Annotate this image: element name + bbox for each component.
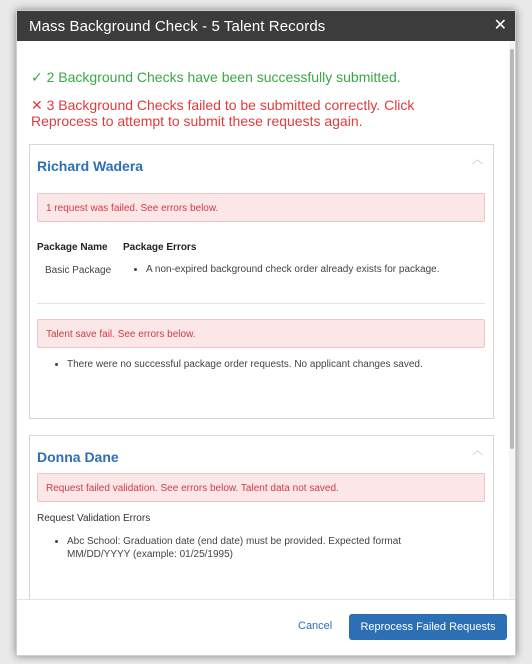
- chevron-up-icon[interactable]: ︿: [472, 445, 483, 457]
- record-name: Donna Dane: [37, 449, 119, 465]
- scrollbar-thumb[interactable]: [510, 49, 514, 449]
- reprocess-failed-requests-button[interactable]: Reprocess Failed Requests: [349, 614, 507, 640]
- package-error-item: • A non-expired background check order already exists for package.: [146, 263, 451, 276]
- package-name-header: Package Name: [37, 242, 108, 253]
- talent-error-item: • There were no successful package order requests. No applicant changes saved.: [67, 358, 485, 371]
- cancel-button[interactable]: Cancel: [294, 616, 336, 636]
- validation-error-item: • Abc School: Graduation date (end date) must be provided. Expected format MM/DD/YYYY (example: 01/25/1995): [67, 535, 447, 561]
- record-name: Richard Wadera: [37, 158, 144, 174]
- content-scrollbar[interactable]: [509, 41, 515, 599]
- dialog-footer: [17, 599, 515, 655]
- validation-errors-title: Request Validation Errors: [37, 513, 151, 524]
- success-message: ✓ 2 Background Checks have been successfully submitted.: [31, 69, 401, 85]
- package-name-cell: Basic Package: [45, 265, 112, 276]
- record-card-donna-dane: [29, 435, 494, 599]
- close-icon[interactable]: ✕: [493, 17, 507, 34]
- record-card-richard-wadera: [29, 144, 494, 419]
- package-errors-header: Package Errors: [123, 242, 197, 253]
- section-divider: [37, 303, 485, 304]
- package-row: [37, 263, 485, 278]
- dialog-titlebar: [17, 11, 515, 41]
- chevron-up-icon[interactable]: ︿: [472, 154, 483, 166]
- talent-save-fail-alert: Talent save fail. See errors below.: [37, 319, 485, 348]
- talent-errors-list: [37, 358, 485, 371]
- dialog-content[interactable]: [17, 41, 513, 599]
- package-errors-list: [123, 263, 451, 278]
- validation-failed-alert: Request failed validation. See errors below. Talent data not saved.: [37, 473, 485, 502]
- error-message: ✕ 3 Background Checks failed to be submitted correctly. Click Reprocess to attempt to submit these requests again.: [31, 97, 415, 129]
- validation-errors-list: [37, 535, 447, 561]
- package-table-header: [37, 242, 485, 253]
- dialog-title: Mass Background Check - 5 Talent Records: [29, 17, 326, 35]
- request-failed-alert: 1 request was failed. See errors below.: [37, 193, 485, 222]
- mass-background-check-dialog: [16, 10, 516, 656]
